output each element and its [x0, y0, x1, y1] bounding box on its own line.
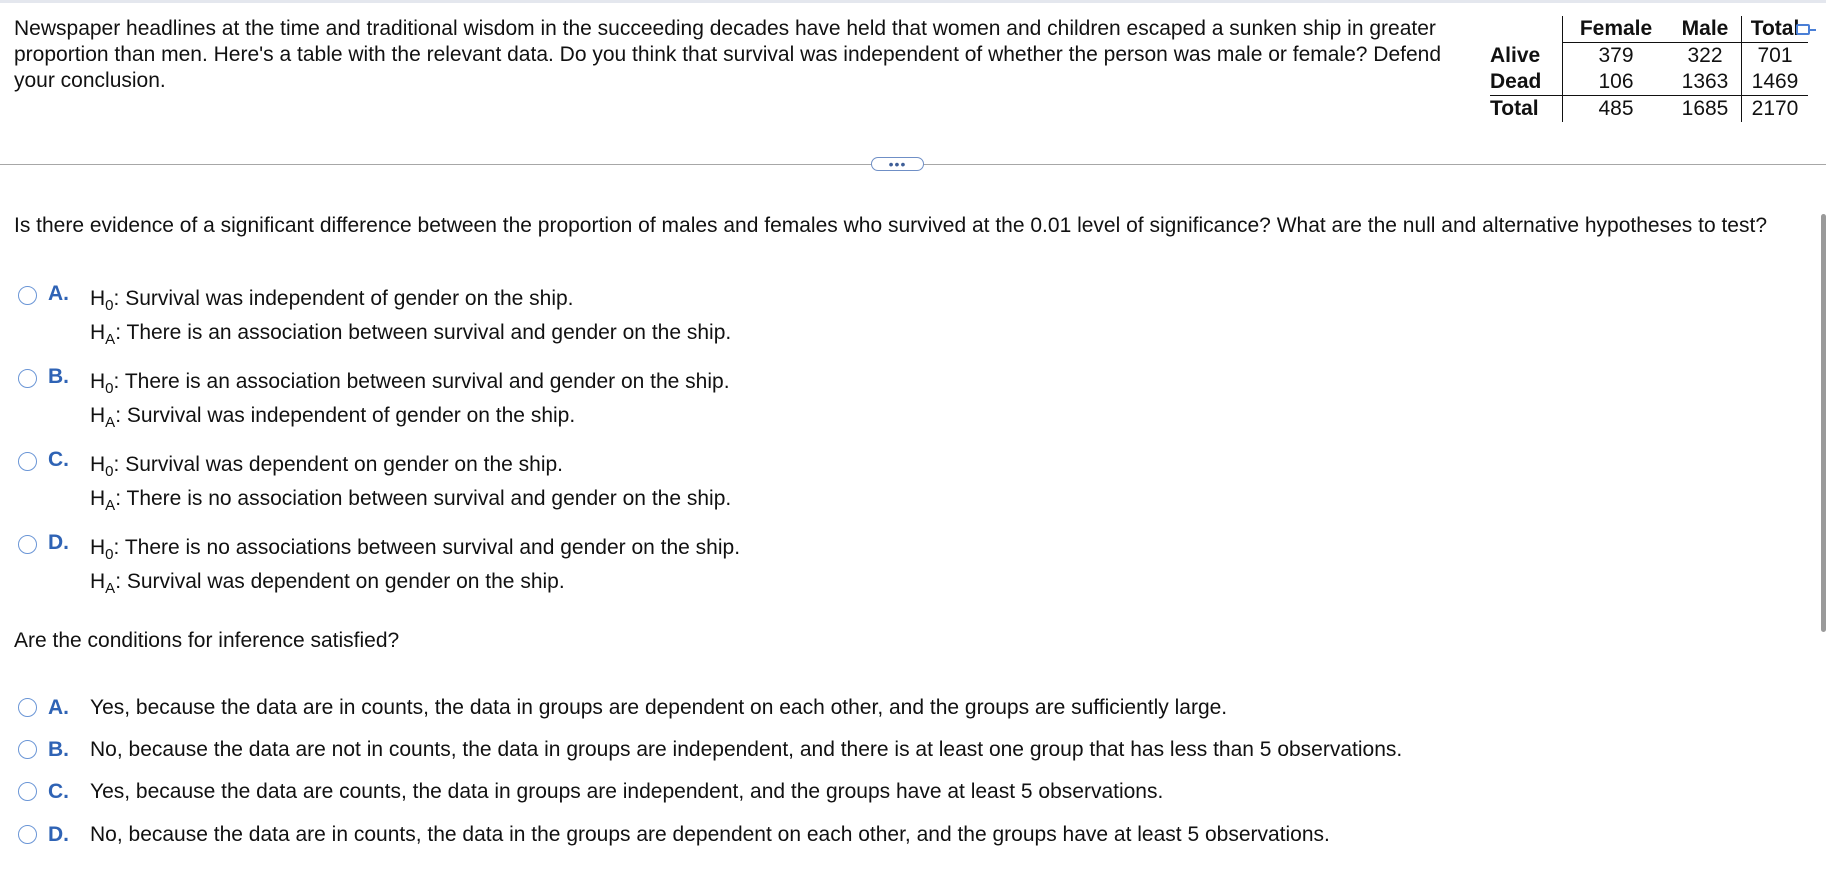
null-hypothesis: $H_0$: There is an association between survival and gender on the ship. [90, 370, 730, 397]
radio-button[interactable] [18, 369, 37, 388]
option-text: Yes, because the data are counts, the data in groups are independent, and the groups have at least 5 observations. [90, 780, 1164, 803]
null-hypothesis: $H_0$: Survival was independent of gender on the ship. [90, 287, 574, 314]
option-letter: D. [48, 531, 69, 554]
table-row [1490, 96, 1808, 123]
cell-dead-total: 1469 [1742, 69, 1809, 96]
scrollbar[interactable] [1821, 214, 1826, 632]
conditions-option-b[interactable] [18, 736, 1402, 764]
alternative-hypothesis: $H_A$: There is an association between survival and gender on the ship. [90, 321, 732, 348]
radio-button[interactable] [18, 782, 37, 801]
alternative-hypothesis: $H_A$: There is no association between survival and gender on the ship. [90, 487, 732, 514]
cell-total-total: 2170 [1742, 96, 1809, 123]
option-letter: A. [48, 696, 69, 719]
option-letter: B. [48, 365, 69, 388]
option-body [90, 448, 731, 516]
radio-button[interactable] [18, 698, 37, 717]
option-text: No, because the data are not in counts, the data in groups are independent, and there is at least one group that has less than 5 observations. [90, 738, 1403, 761]
hypothesis-option-a[interactable] [18, 282, 731, 350]
option-body [90, 365, 730, 433]
radio-button[interactable] [18, 825, 37, 844]
cell-total-male: 1685 [1669, 96, 1742, 123]
survival-table [1490, 16, 1808, 122]
null-hypothesis: $H_0$: Survival was dependent on gender on the ship. [90, 453, 564, 480]
row-header-dead: Dead [1490, 69, 1563, 96]
question-conditions: Are the conditions for inference satisfied? [14, 629, 400, 652]
radio-button[interactable] [18, 286, 37, 305]
copy-table-icon[interactable] [1796, 24, 1810, 35]
alternative-hypothesis: $H_A$: Survival was dependent on gender on the ship. [90, 570, 565, 597]
table-row [1490, 69, 1808, 96]
option-letter: B. [48, 738, 69, 761]
question-hypotheses: Is there evidence of a significant difference between the proportion of males and females who survived at the 0.01 level of significance? What are the null and alternative hypotheses to test? [14, 214, 1767, 237]
option-text: Yes, because the data are in counts, the data in groups are dependent on each other, and the groups are sufficiently large. [90, 696, 1228, 719]
option-letter: C. [48, 448, 69, 471]
col-header-total: Total [1742, 16, 1809, 43]
null-hypothesis: $H_0$: There is no associations between survival and gender on the ship. [90, 536, 741, 563]
option-letter: A. [48, 282, 69, 305]
table-header-row [1490, 16, 1808, 43]
option-letter: C. [48, 780, 69, 803]
hypothesis-option-d[interactable] [18, 531, 740, 599]
option-body [90, 531, 740, 599]
cell-total-female: 485 [1563, 96, 1670, 123]
radio-button[interactable] [18, 452, 37, 471]
radio-button[interactable] [18, 535, 37, 554]
cell-alive-male: 322 [1687, 44, 1723, 67]
conditions-option-c[interactable] [18, 778, 1163, 806]
col-header-female: Female [1563, 16, 1670, 43]
cell-alive-total: 701 [1742, 43, 1809, 70]
problem-intro: Newspaper headlines at the time and traditional wisdom in the succeeding decades have held that women and children escaped a sunken ship in greater proportion than men. Here's a table with the relevant data. Do you think that survival was independent of whether the person was male or female? Defend your conclusion. [14, 17, 1441, 92]
option-text: No, because the data are in counts, the data in the groups are dependent on each other, and the groups have at least 5 observations. [90, 823, 1330, 846]
row-header-alive: Alive [1490, 43, 1563, 70]
top-strip [0, 0, 1826, 3]
expand-button[interactable]: ••• [871, 157, 924, 171]
hypothesis-option-b[interactable] [18, 365, 730, 433]
option-body [90, 282, 731, 350]
hypothesis-option-c[interactable] [18, 448, 731, 516]
cell-dead-male: 1363 [1681, 70, 1729, 93]
cell-alive-female: 379 [1598, 44, 1634, 67]
conditions-option-d[interactable] [18, 821, 1330, 849]
row-header-total: Total [1490, 96, 1563, 123]
table-corner-cell [1490, 16, 1563, 43]
conditions-option-a[interactable] [18, 694, 1227, 722]
col-header-male: Male [1669, 16, 1742, 43]
cell-dead-female: 106 [1598, 70, 1634, 93]
option-letter: D. [48, 823, 69, 846]
alternative-hypothesis: $H_A$: Survival was independent of gender on the ship. [90, 404, 576, 431]
radio-button[interactable] [18, 740, 37, 759]
table-row [1490, 43, 1808, 70]
